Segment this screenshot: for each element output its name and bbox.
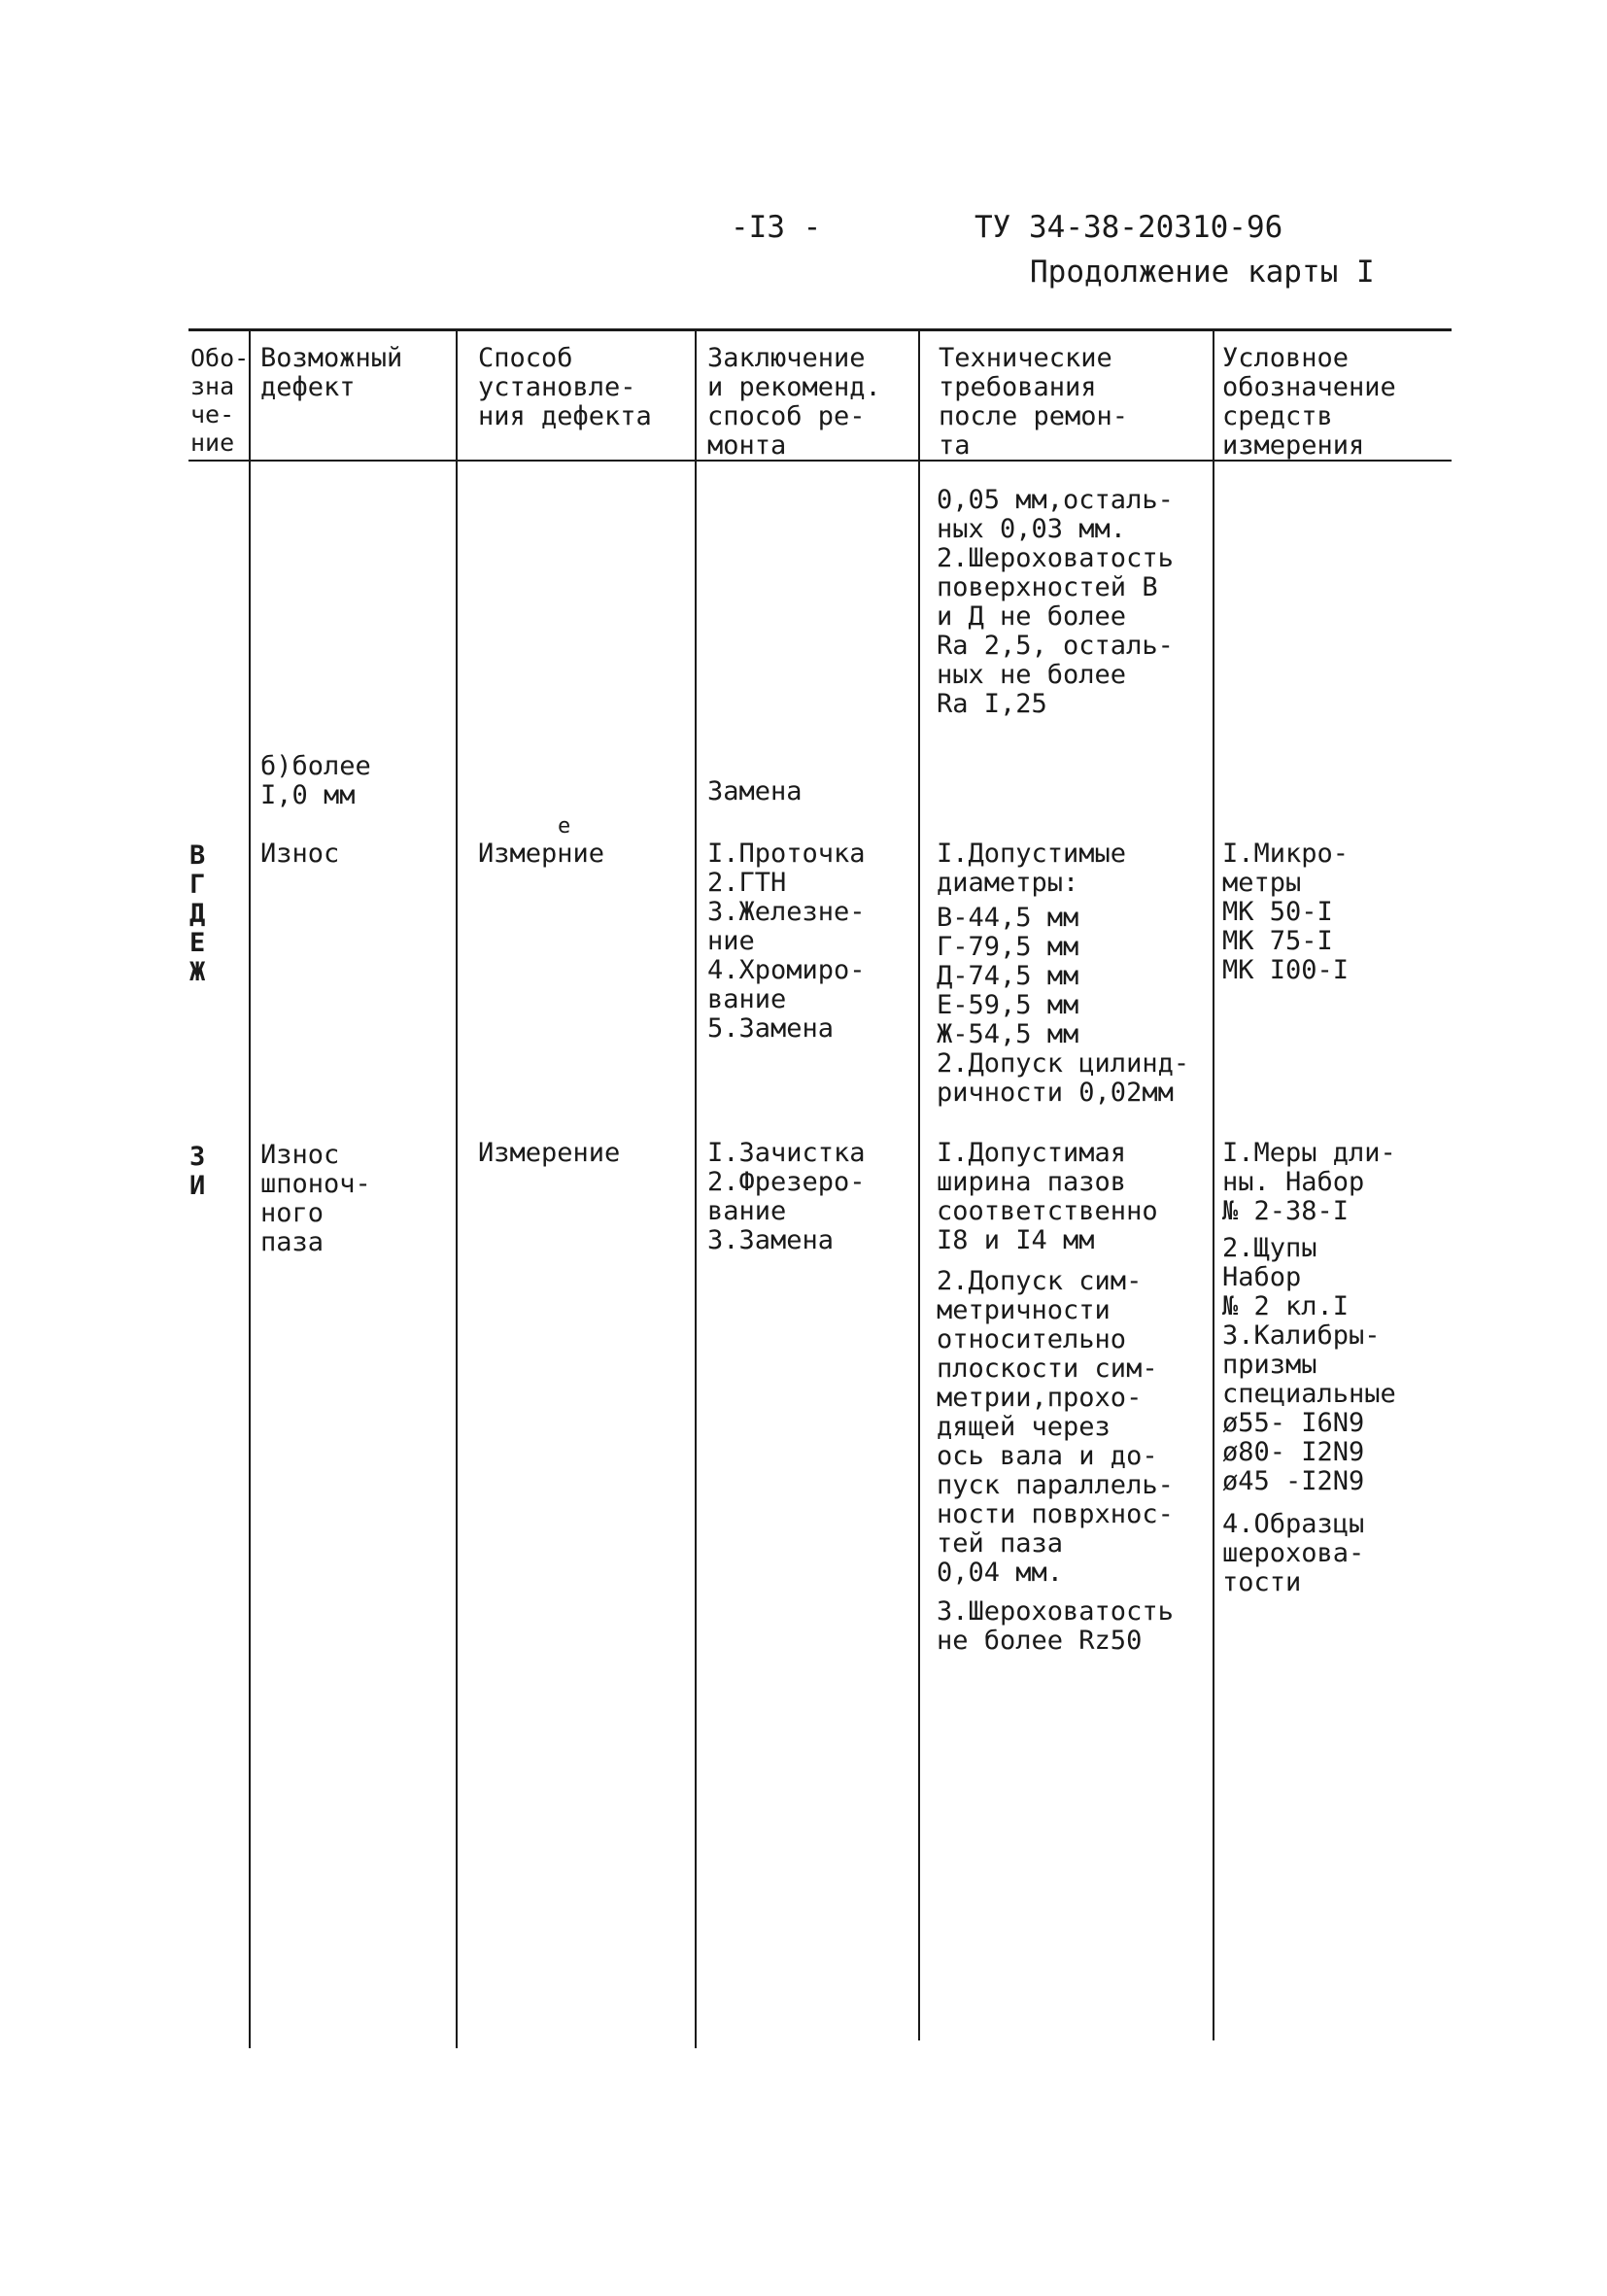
row4-instruments-b: 2.Щупы Набор № 2 кл.I 3.Калибры- призмы специальные ø55- I6N9 ø80- I2N9 ø45 -I2N9 — [1222, 1233, 1396, 1496]
row4-requirements-a: I.Допустимая ширина пазов соответственно I8 и I4 мм — [937, 1138, 1158, 1255]
row4-requirements-b: 2.Допуск сим- метричности относительно плоскости сим- метрии,прохо- дящей через ось вала и до- пуск параллель- ности поврхнос- тей паза 0,04 мм. — [937, 1266, 1174, 1588]
row3-designation: В Г Д Е Ж — [189, 840, 206, 987]
row3-method: Измерние — [478, 839, 605, 869]
table-top-rule — [188, 328, 1452, 331]
row3-requirements-b: В-44,5 мм Г-79,5 мм Д-74,5 мм Е-59,5 мм Ж-54,5 мм 2.Допуск цилинд- ричности 0,02мм — [937, 903, 1190, 1108]
row4-requirements-c: 3.Шероховатость не более Rz50 — [937, 1596, 1174, 1656]
column-divider-3 — [695, 330, 697, 2048]
row1-requirements: 0,05 мм,осталь- ных 0,03 мм. 2.Шероховатость поверхностей В и Д не более Ra 2,5, осталь- ных не более Ra I,25 — [937, 485, 1174, 719]
continuation-label: Продолжение карты I — [1030, 255, 1375, 290]
row3-method-correction: е — [558, 814, 571, 839]
column-header-method: Способ установле- ния дефекта — [478, 343, 652, 431]
page-number: -I3 - — [731, 210, 822, 245]
column-divider-1 — [249, 330, 251, 2048]
column-header-designation: Обо- зна че- ние — [190, 344, 250, 457]
row2-recommendation: Замена — [707, 776, 803, 806]
row2-defect: б)более I,0 мм — [260, 751, 371, 810]
column-header-instruments: Условное обозначение средств измерения — [1222, 343, 1396, 461]
row4-instruments-a: I.Меры дли- ны. Набор № 2-38-I — [1222, 1138, 1396, 1226]
row3-recommendation: I.Проточка 2.ГТН 3.Железне- ние 4.Хромиро- вание 5.Замена — [707, 839, 866, 1044]
column-divider-5 — [1213, 330, 1214, 2040]
row3-defect: Износ — [260, 839, 340, 869]
column-header-recommendation: Заключение и рекоменд. способ ре- монта — [707, 343, 881, 461]
row3-requirements-a: I.Допустимые диаметры: — [937, 839, 1127, 898]
row4-recommendation: I.Зачистка 2.Фрезеро- вание 3.Замена — [707, 1138, 866, 1255]
row3-instruments: I.Микро- метры МК 50-I МК 75-I МК I00-I — [1222, 839, 1350, 985]
column-divider-2 — [456, 330, 458, 2048]
column-header-requirements: Технические требования после ремон- та — [939, 343, 1129, 461]
document-code: ТУ 34-38-20310-96 — [974, 210, 1283, 245]
row4-designation: З И — [189, 1142, 206, 1201]
column-divider-4 — [918, 330, 920, 2040]
column-header-defect: Возможный дефект — [260, 343, 403, 402]
row4-instruments-c: 4.Образцы шерохова- тости — [1222, 1509, 1365, 1597]
row4-defect: Износ шпоноч- ного паза — [260, 1140, 371, 1257]
row4-method: Измерение — [478, 1138, 621, 1168]
